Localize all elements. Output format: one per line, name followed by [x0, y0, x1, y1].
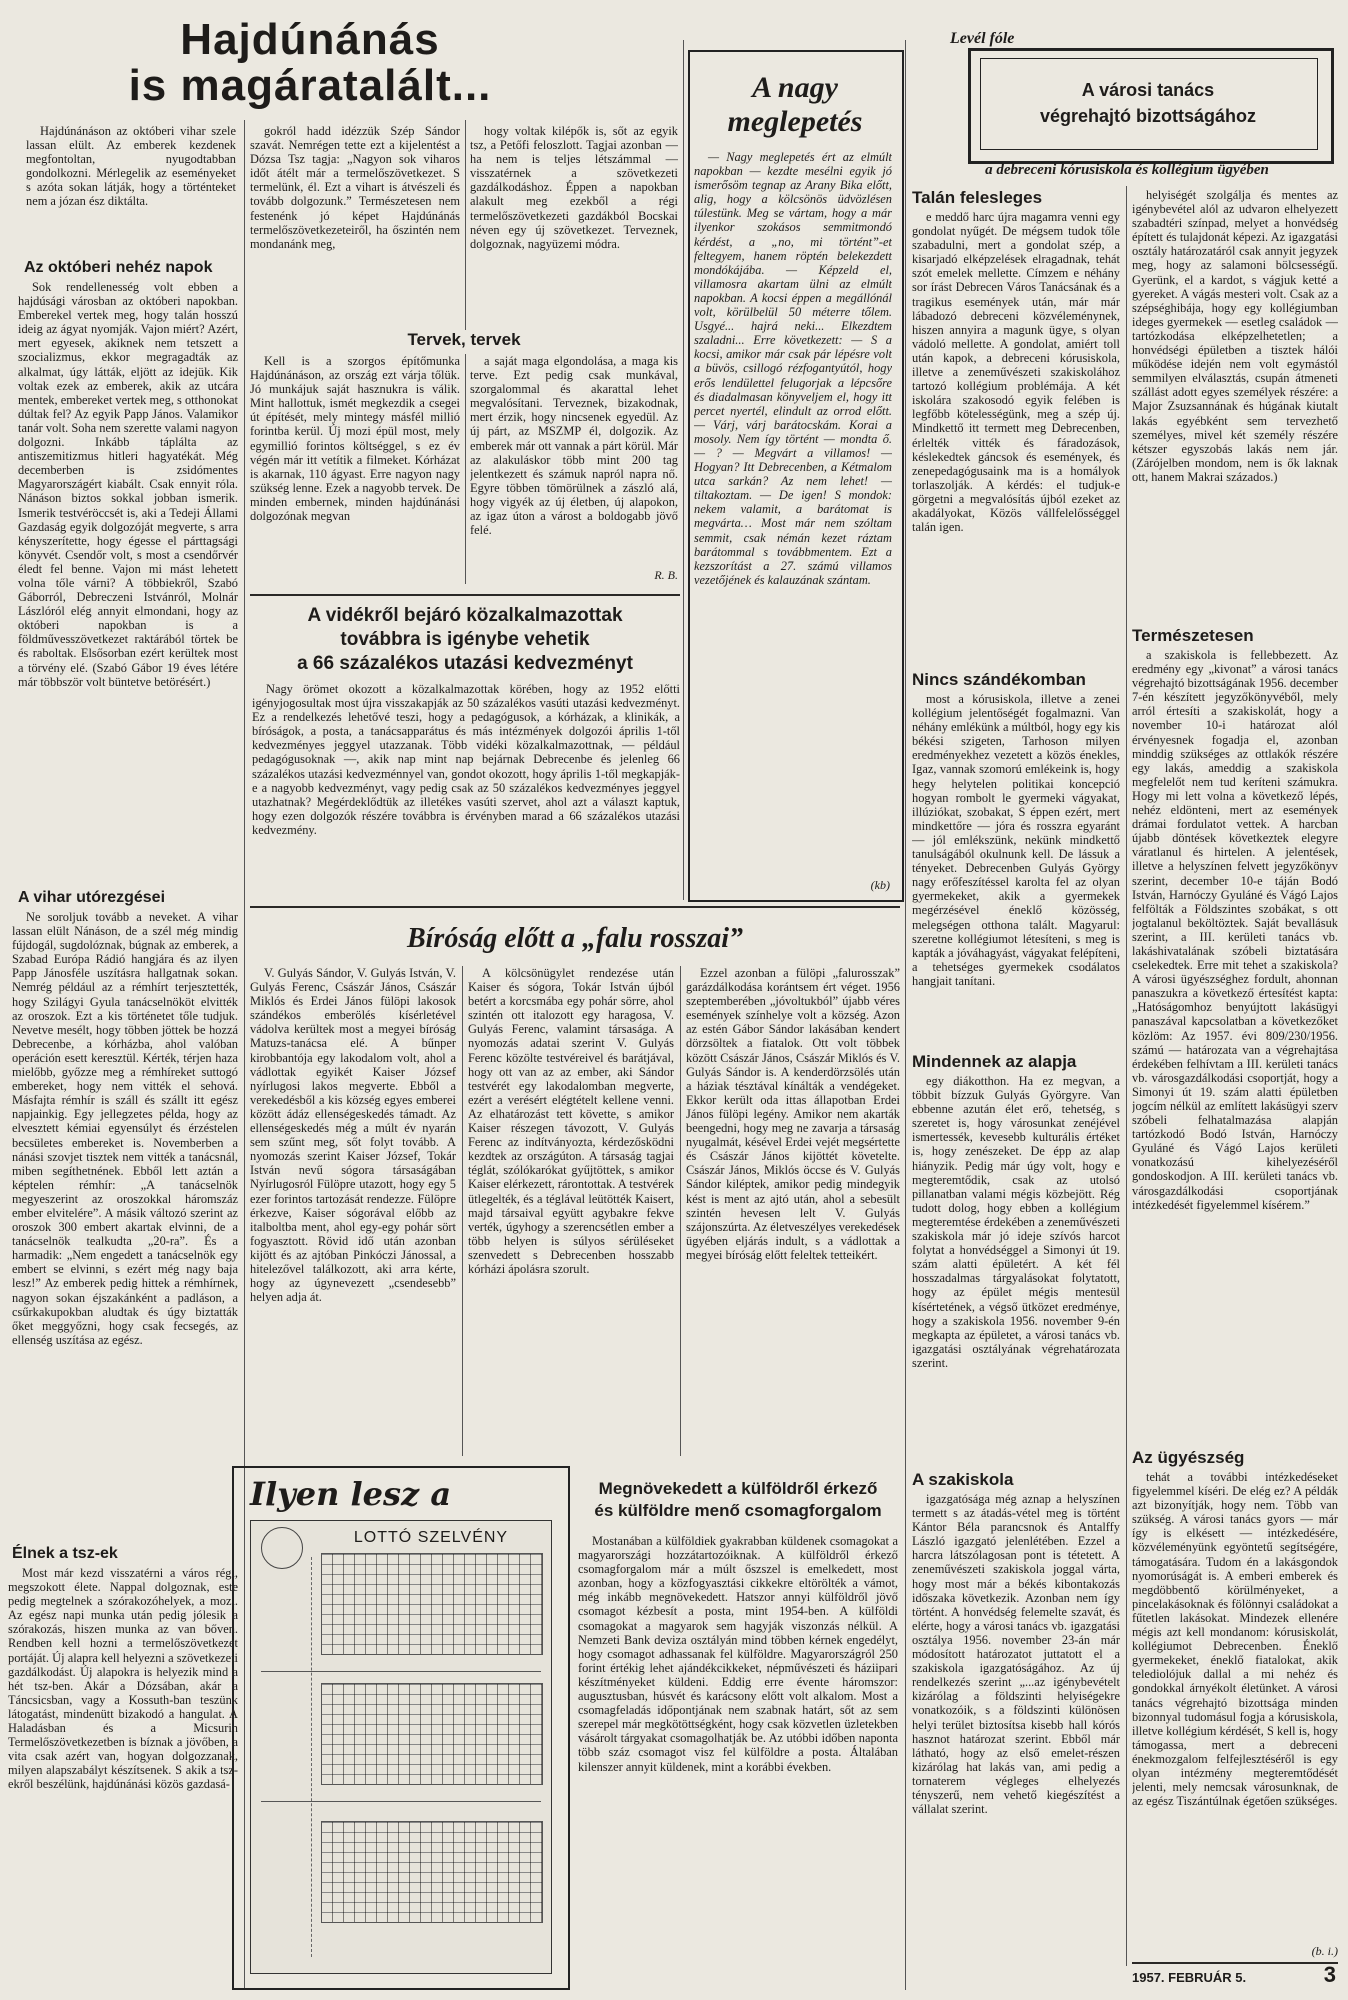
- varosi-subtitle: a debreceni kórusiskola és kollégium ügyében: [985, 162, 1269, 178]
- hajdu-subhead-oktober: Az októberi nehéz napok: [24, 259, 213, 276]
- tervek-col-right-text: a saját maga elgondolása, a maga kis terve. Ezt pedig csak munkával, szorgalommal és akarattal lehet megvalósítani. Terveznek, bizakodnak, mert érzik, hogy nincsenek egyedül. Az új párt, az MSZMP él, dolgozik. Az emberek már ott vannak a párt körül. Már az alakuláskor több mint 200 tag jelentkezett és számuk napról napra nő. Egyre többen tömörülnek a zászló alá, hogy vigyék az új életben, új alapokon, az igaz úton a várost a boldogabb jövő felé.: [470, 354, 678, 538]
- bejaro-title-line2: továbbra is igénybe vehetik: [340, 629, 590, 650]
- varosi-col1-section1-text: e meddő harc újra magamra venni egy gondolat nyűgét. De mégsem tudok tőle szabadulni, mert a gondolat szép, a kisarjadó elképzelések elragadnak, tehát szót emelek mellette. Címzem e néhány sor írást Debrecen Város Tanácsának és a tragikus események után, már már lábadozó debreceni közvéleménynek, hiszen annyira a magunk ügye, s olyan vádoló mellette. A gondolat, amiért toll után kapok, a debreceni kórusiskola, illetve a zeneművészeti szakiskolához tartozó kollégium problémája. A két iskolára szakosodó egyik felében is legfőbb kötelességünk, meg a szép új. Mindkettő itt termett meg Debrecenben, érlelték vitték és fáradozások, késlekedtek gáncsok és események, és zenepedagógusaink ma is a homályok torlaszolják. A kérdés: el tudjuk-e görgetni a megvalósítás újból ezeket az akadályokat, Közös vállfelelősséggel talán igen.: [912, 210, 1120, 535]
- varosi-kicker: Levél fóle: [950, 30, 1015, 47]
- hajdu-col1-section3: [8, 1566, 238, 1986]
- meglepetes-signature: (kb): [870, 878, 890, 892]
- varosi-col1-section2: [912, 692, 1120, 1044]
- varosi-signature: (b. i.): [1311, 1944, 1338, 1958]
- varosi-subhead-1: Talán felesleges: [912, 188, 1043, 207]
- lotto-coupon: [250, 1520, 552, 1974]
- hajdu-col2-text: gokról hadd idézzük Szép Sándor szavát. Nemrégen tette ezt a kijelentést a Dózsa Tsz tagja: „Nagyon sok viharos időt átélt már a termelőszövetkezet. S termelünk, él. Ezt a vihart is átvészeli és tovább dolgozunk.” Természetesen nem festenénk jó képet Hajdúnánás termelőszövetkezeteiről, ha őszintén nem mondanánk meg,: [250, 124, 460, 251]
- hajdu-col1-section2-text: Ne soroljuk tovább a neveket. A vihar lassan elült Nánáson, de a szél még mindig fújdogál, sugdolóznak, búgnak az emberek, a Szabad Európa Rádió hangjára és az ilyen Papp Jánosféle uszításra hallgatnak sokan. Nemrég például az a rémhírt terjesztették, hogy Szilágyi Gyula tanácselnököt elvitték az oroszok. Ezt a kis történetet tőle tudjuk. Nevetve mesélt, hogy többen jöttek be hozzá Debrecenbe, a kórházba, ahol valóban operáción esett keresztül. Kérték, térjen haza mielőbb, győzze meg a rémhíreket suttogó embereket, hogy nem vitték el sehová. Másfajta rémhír is száll és szállt itt egész napjainkig. Egy jellegzetes példa, hogy az elvesztett kémiai egyensúlyt és érzéstelen becsületes embereket is. Novemberben a nánási szovjet tisztek nem vitték a tanácsnál, miben segíthetnének. Ebből lett aztán a képtelen rémhír: „A tanácselnök megyeszerint az oroszokkal háromszáz ember elvitelére”. A másik változó szerint az oroszok 300 embert akartak elvinni, de a tanácselnök tealkudta „20-ra”. És a harmadik: „Nem engedett a tanácselnök egy embert se elvinni, s ezért még nagy baja lesz!” Az emberek pedig hittek a rémhírnek, nagyon sokan éjszakánként a padláson, a csűrkakupokban aludtak és úgy biztatták őket meggyőzni, hogy csak fecsegés, az ellenség uszítása az egész.: [12, 910, 238, 1347]
- varosi-subhead-3: Mindennek az alapja: [912, 1052, 1077, 1071]
- birosag-col-b: [468, 966, 674, 1456]
- birosag-col-a: [250, 966, 456, 1456]
- tervek-col-left: [250, 354, 460, 582]
- bejaro-top-rule: [250, 594, 680, 596]
- hajdu-title-line2: is magáratalált...: [128, 61, 492, 110]
- hajdu-col1-section2: [12, 910, 238, 1540]
- meglepetes-body-text: — Nagy meglepetés ért az elmúlt napokban — kezdte mesélni egyik jó ismerősöm tegnap az Arany Bika előtt, alig, hogy a kölcsönös üdvözlésen túlestünk. Meg se vártam, hogy a már ilyenkor szokásos semmitmondó kérdést, a „no, mi történt”-et feltegyem, hanem röptén belekezdett mondókájába. — Képzeld el, villamosra akartam ülni az elmúlt napokban. A kocsi éppen a megállónál volt, körülbelül 50 méterre tőlem. Usgyé... hajrá neki... Elkezdtem szaladni... Erre következett: — S a kocsi, amikor már csak pár lépésre volt a büvös, csillogó rézfogantyútól, hogy erős lendülettel felugorjak a lépcsőre és diadalmasan könyveljem el, hogy itt percet nyertél, elindult az orrod előtt. — Várj, várj barátocskám. Korai a mosoly. Nem így történt — mondta ő. — ? — Megvárt a villamos! — Hogyan? Itt Debrecenben, a Kétmalom utca sarkán? Az nem lehet! — tiltakoztam. — De igen! S mondok: nekem valamit, a barátomat is megvárta… Most már nem szóltam semmit, csak némán kezet ráztam barátommal s továbbmentem. Ezt a kezszorítást a 27. számú villamos vezetőjének és kalauzának szántam.: [694, 150, 892, 587]
- tervek-col-left-text: Kell is a szorgos építőmunka Hajdúnánáson, az ország ezt várja tőlük. Jó munkájuk saját hasznukra is válik. Mint hallottuk, ismét megkezdik a csegei út építését, mely mintegy másfél millió forintba kerül. Új mozi épül most, mely egymillió forintos költséggel, s ez év végén már itt vetítik a filmeket. Kórházat is akarnak, 110 ágyast. Erre nagyon nagy szükség lenne. Ezek a nagyobb tervek. De minden embernek, minden hajdúnánási dolgozónak megvan: [250, 354, 460, 524]
- footer-date: 1957. FEBRUÁR 5.: [1132, 1970, 1247, 1985]
- varosi-col2-section3: [1132, 1470, 1338, 1942]
- csomag-body-text: Mostanában a külföldiek gyakrabban küldenek csomagokat a magyarországi hozzátartozóiknak. A külföldről érkező csomagforgalom már a múlt őszszel is emelkedett, most azonban, hogy a közfogyasztási cikkekre eltörölték a vámot, még inkább megnövekedett. Hatszor annyi külföldről jövő csomagot kézbesít a posta, mint 1954-ben. A külföldi csomagokat a magyarok sem hagyják viszonzás nélkül. A Nemzeti Bank deviza osztályán mind többen kérnek engedélyt, hogy csomagot adhassanak fel külföldre. Magyarországról 250 forint értékig lehet ajándékcikkeket, népművészeti és háziipari készítményeket küldeni. Eddig erre évente háromszor: augusztusban, húsvét és karácsony előtt volt alkalom. Most a csomagfeladás időpontjának nem szabnak határt, sőt az sem szerepel már megkötöttségként, hogy csak közvetlen üzletekben vásárolt tárgyakat csomagolhatják be. Az utóbbi időben naponta több száz csomagot visz fel külföldre a posta. Általában kilenszer annyit küldenek, mint a korábbi években.: [578, 1534, 898, 1774]
- varosi-col1-section1: [912, 210, 1120, 664]
- lotto-number-grid-1: [321, 1553, 543, 1655]
- hajdu-title-line1: Hajdúnánás: [180, 15, 440, 64]
- meglepetes-title-line1: A nagy: [752, 71, 838, 104]
- varosi-title-line1: A városi tanács: [1081, 80, 1215, 100]
- varosi-col2-section2: [1132, 648, 1338, 1438]
- varosi-col2-section2-text: a szakiskola is fellebbezett. Az eredmény egy „kivonat” a városi tanács végrehajtó bizottságának 1956. december 7-én készített jegyzőkönyvéből, mely arról értesíti a szakiskolát, hogy a november 10-i határozat alól érvényesnek fogadja el, azonban minddig szükséges az ottlakók részére egy lakás, ameddig a szakiskola megfelelőt nem tud keríteni számukra. Hogy mi lett volna a következő lépés, nehéz eldönteni, mert az események drámai fordulatot vettek. A harcban újabb döntések következtek elegyre váratlanul és hirtelen. A jelentések, illetve a helyszínen felvett jegyzőkönyv szerint, december 10-e táján Bodó István, Harnóczy Gyuláné és Vágó Lajos felfölták a Földszintes szobákat, s ott jogtalanul beköltöztek. Saját bevallásuk szerint, a III. kerületi tanács vb. lakáshivatalának szóbeli biztatására cselekedtek. Erre mit tehet a szakiskola? A városi ügyészséghez fordult, ahonnan panaszukra a következő értesítést kapta: „Hatóságomhoz benyújtott lakásügyi panaszával kapcsolatban a következőket közlöm: Az 1957. évi 809/230/1956. számú — határozata van a végrehajtása érdekében felhívtam a III. kerületi tanács vb. városgazdálkodási csoportját, hogy a Simonyi út 19. szám alatti épületben jogcím nélkül az említett lakásügyi szerv szóbeli felhatalmazása alapján tartózkodó Bodó István, Harnóczy Gyuláné és Vágó Lajos kerületi vonatkozású kihelyezéséről gondoskodjon. A III. kerületi tanács vb. városgazdálkodási csoportjának intézkedését figyelemmel kísérem.”: [1132, 648, 1338, 1212]
- lotto-number-grid-2: [321, 1683, 543, 1785]
- hajdu-col1-section1-text: Sok rendellenesség volt ebben a hajdúsági városban az októberi napokban. Emberekel vertek meg, hogy talán hosszú ideig az ágyat nyomják. Vajon miért? Azért, mert egyesek, akiknek nem tetszett a szocializmus, ekkor megragadták az alkalmat, úgy látták, eljött az idejük. Kik voltak ezek az emberek, akik az utcára mentek, embereket vertek meg, s otthonokat dúltak fel? Az egyik Papp János. Valamikor tanár volt. Soha nem szerette valami nagyon dolgozni. Inkább táplálta az antiszemitizmus hitleri hagyatékát. Még decemberben is zsidómentes Magyarországért kiabált. Csak ennyit róla. Nánáson biztos sokkal jobban ismerik. Ismerik testvéröccsét is, aki a Tedeji Állami Gazdaság egyik dolgozóját megverte, s arra kényszerítette, hogy égesse el párttagsági könyvét. Csendőr volt, s most a csendőrvér éledt fel benne. Vajon mi mást lehetett volna tőle várni? A többiekről, Szabó Gáborról, Debreczeni Istvánról, Molnár Lászlóról elég annyit elmondani, hogy az októberi napokban is a földművesszövetkezet raktárából törtek be és raboltak. Elsősorban ezért kerültek most a törvény elé. (Szabó Gábor 19 éves létére már többször volt büntetve betörésért.): [18, 280, 238, 689]
- csomag-title-line2: és külföldre menő csomagforgalom: [594, 1501, 882, 1520]
- varosi-col1-section3-text: egy diákotthon. Ha ez megvan, a többit bízzuk Gulyás Györgyre. Van ebbenne azután élet erő, tehetség, s szeretet is, hogy városunkat zenéjével ismertessék, kevesebb kulturális értéket is, hogy zenészeket. De épp az alap hiányzik. Pedig már úgy volt, hogy e megteremtődik, csak az utolsó pillanatban valami mégis közbejött. Rég tudott dolog, hogy ebben a kollégium megteremtése érdekében a zeneművészeti szakiskola már jó ideje szívós harcot folytat a honvédséggel a Simonyi út 19. szám alatti épületért. A két fél hosszadalmas tárgyalásokat folytatott, hogy az épület mégis mentesül kísértetének, a végső ütközet eredménye, hogy a szakiskola 1956. november 9-én megkapta az épületet, a városi tanács vb. igazgatási osztályának végrehatározata szerint.: [912, 1074, 1120, 1370]
- varosi-subhead-4: A szakiskola: [912, 1470, 1014, 1489]
- hajdu-subhead-tsz: Élnek a tsz-ek: [12, 1545, 118, 1562]
- birosag-col-c-text: Ezzel azonban a fülöpi „falurosszak” garázdálkodása korántsem ért véget. 1956 szeptemberében „jóvoltukból” újabb véres események színhelye volt a község. Azon az estén Gábor Sándor lakásában kendert dörzsöltek a fiatalok. Ott volt többek között Császár János, Császár Miklós és V. Gulyás Sándor is. A kenderdörzsölés után a háziak tésztával kínálták a vendégeket. Ekkor került oda ittas állapotban Erdei János fülöpi legény. Amikor nem akarták beengedni, hogy meg ne zavarja a társaság nyugalmát, késével Erdei vejét megsértette és Császár János kijöttét követelte. Császár János, Miklós öccse és V. Gulyás Sándor kiléptek, amikor pedig mindegyik kést is ment az ajtó után, ahol a sebesült szintén hevesen lelt V. Gulyás szájonszúrta. Az életveszélyes verekedések ügyében eljárás indult, s a vádlottak a megyei bíróság előtt feleltek tetteikért.: [686, 966, 900, 1262]
- tervek-signature: R. B.: [654, 568, 678, 582]
- column-divider-8: [1126, 186, 1127, 1966]
- column-divider-3: [465, 354, 466, 584]
- tervek-heading: Tervek, tervek: [407, 330, 521, 349]
- birosag-title: Bíróság előtt a „falu rosszai”: [406, 923, 744, 954]
- bejaro-body-text: Nagy örömet okozott a közalkalmazottak körében, hogy az 1952 előtti igényjogosultak most újra visszakapják az 50 százalékos vasúti utazási kedvezményt. Ez a rendelkezés lehetővé teszi, hogy a pedagógusok, a kórházak, a klinikák, a bíróságok, a posta, a tanácsapparátus és más intézmények dolgozói április 1-től kedvezményes jeggyel utazzanak. Több vidéki közalkalmazottnak, — például pedagógusoknak —, akik nap mint nap bejárnak Debrecenbe és jelenleg 66 százalékos utazási kedvezménnyel van, gondot okozott, hogy április 1-től megkapják-e a nagyobb kedvezményt, vagy pedig csak az 50 százalékos kedvezményes jeggyel utazhatnak? Megérdeklődtük az illetékes vasúti szervet, ahol azt a választ kaptuk, hogy ezen dolgozók részére továbbra is érvényben marad a 66 százalékos utazási kedvezmény.: [252, 682, 680, 837]
- varosi-title-line2: végrehajtó bizottságához: [1039, 106, 1257, 126]
- varosi-col1-section3: [912, 1074, 1120, 1464]
- birosag-col-c: [686, 966, 900, 1456]
- hajdu-intro-text: Hajdúnánáson az októberi vihar szele lassan elült. Az emberek kezdenek megfontoltan, nyugodtabban gondolkozni. Mérlegelik az eseményeket s azóta sokan látják, hogy a történteket nem a józan ész diktálta.: [26, 124, 236, 209]
- hajdu-col3-text: hogy voltak kilépők is, sőt az egyik tsz, a Petőfi feloszlott. Tagjai azonban — ha nem is teljes létszámmal — visszatérnek a szövetkezeti gazdálkodáshoz. Éppen a napokban alakult meg ezekből a régi termelőszövetkezeti gazdákból Bocskai néven egy új szövetkezet. Terveznek, dolgoznak, nagyüzemi módra.: [470, 124, 678, 251]
- lotto-number-grid-3: [321, 1821, 543, 1923]
- column-divider-6: [680, 966, 681, 1456]
- varosi-col1-section4: [912, 1492, 1120, 1986]
- birosag-col-a-text: V. Gulyás Sándor, V. Gulyás István, V. Gulyás Ferenc, Császár János, Császár Miklós és Erdei János fülöpi lakosok szándékos emberölés kísérletével vádolva kerültek most a megyei bíróság Matuzs-tanácsa elé. A bűnper kirobbantója egy lakodalom volt, ahol a vádlottak egyikét Kaiser József nyírlugosi lakos megverte. Ebből a verekedésből a kis község egyes emberei között ádáz ellenségeskedés támadt. Az ellenségeskedés még a múlt év nyarán sem szűnt meg, sőt folyt tovább. A nyomozás szerint Kaiser József, Tokár István nevű sógora társaságában Nyírlugosról Fülöpre utazott, hogy egy 5 ezer forintos tartozását rendezze. Fülöpre érkezve, Kaiser sógorával előbb az italboltba ment, ahol egy-egy pohár sört fogyasztott. Rövid idő után azonban kijött és az ajtóban Pinkóczi Jánossal, a hitelezővel találkozott, aki arra kérte, hogy az úgynevezett „csendesebb” helyen adja át.: [250, 966, 456, 1305]
- lotto-title: Ilyen lesz a: [250, 1475, 452, 1513]
- bejaro-title-line1: A vidékről bejáró közalkalmazottak: [307, 605, 623, 626]
- lotto-coupon-heading: LOTTÓ SZELVÉNY: [353, 1529, 509, 1546]
- column-divider-7: [905, 40, 906, 1990]
- hajdu-col3: [470, 124, 678, 324]
- varosi-col1-section4-text: igazgatósága még aznap a helyszínen termett s az átadás-vétel meg is történt Kántor Béla parancsnok és Antalffy László igazgató jelenlétében. Ezzel a harcra látszólagosan pont is tétetett. A zeneművészeti szakiskola joggal várta, hogy most már a békés kibontakozás időszaka következik. Azonban nem így történt. A honvédség felemelte szavát, és elérte, hogy a városi tanács vb. igazgatási osztálya 1956. november 23-án már módosított határozatot juttatott el a szakiskola igazgatóságához. Az új rendelkezés szerint „...az igénybevételt kizárólag a földszinti helyiségekre vonatkozóik, s a földszinti különösen helyi terület biztosítsa kisebb hall kórós hasznot határozat szerint. Ebből már látható, hogy az első emelet-részen kizárólag hat lakás van, ami pedig a tornaterem végleges elhelyezés tényszerű, nem vehető kiegészítést a vállalat szerint.: [912, 1492, 1120, 1817]
- csomag-body: [578, 1534, 898, 1986]
- csomag-title-line1: Megnövekedett a külföldről érkező: [598, 1479, 878, 1498]
- birosag-col-b-text: A kölcsönügylet rendezése után Kaiser és sógora, Tokár István újból betért a korcsmába egy pohár sörre, ahol szintén ott italozott egy haragosa, V. Gulyás Ferenc, valamint társasága. A nyomozás adatai szerint V. Gulyás Ferenc közölte testvéreivel és barátjával, hogy ott van az az ember, aki Sándor testvérét egy lakodalomban megverte, ezért a verésért elégtételt kellene venni. Az elhatározást tett követte, s amikor Kaiser részegen távozott, V. Gulyás Ferenc az indítványozta, kérdezősködni kezdtek az országúton. A társaság tagjai téglát, szólókarókat gyűjtöttek, s amikor Kaiser elérkezett, rárontottak. A testvérek ütlegelték, és a téglával leütötték Kaisert, majd társaival együtt agybakre fekve verték, úgyhogy a szerencsétlen ember a több helyen is súlyos sérüléseket szenvedett s Debrecenben hosszabb kórházi ápolásra szorult.: [468, 966, 674, 1276]
- birosag-top-rule: [250, 906, 900, 908]
- bejaro-body: [252, 682, 680, 900]
- page-number: 3: [1323, 1962, 1336, 1987]
- hajdu-col1-section3-text: Most már kezd visszatérni a város régi, megszokott élete. Nappal dolgoznak, este pedig megtelnek a szórakozóhelyek, a mozi. Az egész napi munka után pedig jólesik a szórakozás, hiszen munka az van bőven. Rendben kell hozni a termelőszövetkezet portáját. Új alapra kell helyezni a szövetkezeti gazdálkodást. Új alapokra is helyezik mind a hét tsz-ben. Akár a Dózsában, akár a Táncsicsban, vagy a Kossuth-ban teszünk látogatást, mindenütt bizakodó a hangulat. A Haladásban és a Micsurin Termelőszövetkezetben is bíznak a jövőben, a vita csak azért van, hogyan dolgozzanak, milyen alapszabályt készítsenek. S akik a tsz-ekről beszélünk, hajdúnánási közös gazdasá-: [8, 1566, 238, 1792]
- column-divider-4: [683, 40, 684, 900]
- varosi-col1-section2-text: most a kórusiskola, illetve a zenei kollégium jelentőségét fogalmazni. Van néhány emlékünk a múltból, hogy egy kis békési szigeten, Tarhoson milyen eredményekhez vezetett a közös énekles, Igaz, vannak szomorú emlékeink is, hogy hegy helytelen politikai koncepció hogyan rombolt le gyermeki vágyakat, illúziókat, szobakat, S éppen ezért, mert mindkettőre — jóra és rosszra egyaránt — jól emlékszünk, nekünk mindkettő tanulságából okulnunk kell. De lássuk a tényeket. Debrecenben Gulyás György nagy erőfeszítéssel karolta fel az olyan gyermekeket, akik a gyermekek megérzésével éneklő közösség, melegségen otthona talált. Magyarul: szeretne kollégiumot létesíteni, s meg is kapták a jóváhagyást, vágyakat felépíteni, a tehetséges gyermekek csodálatos hangjait tanítani.: [912, 692, 1120, 988]
- bejaro-title-line3: a 66 százalékos utazási kedvezményt: [297, 653, 633, 674]
- hajdu-intro: [26, 124, 236, 256]
- hajdu-col2: [250, 124, 460, 324]
- meglepetes-body: [694, 150, 892, 876]
- varosi-subhead-2: Nincs szándékomban: [912, 670, 1086, 689]
- column-divider-2: [465, 120, 466, 330]
- varosi-subhead-6: Az ügyészség: [1132, 1448, 1245, 1467]
- tervek-col-right: [470, 354, 678, 568]
- hajdu-subhead-vihar: A vihar utórezgései: [18, 889, 166, 906]
- column-divider-5: [462, 966, 463, 1456]
- varosi-col2-section1: [1132, 188, 1338, 622]
- lotto-stub: [265, 1557, 312, 1957]
- hajdu-col1-section1: [18, 280, 238, 884]
- varosi-col2-section1-text: helyiségét szolgálja és mentes az igénybevétel alól az udvaron elhelyezett szabadtéri színpad, melyet a honvédség épített és tulajdonát képezi. Az igazgatási osztály határozatáról csak annyit jegyzek meg, hogy az salamoni bölcsességű. Gyerünk, el a kardot, s vágjuk ketté a gyereket. A vágás mesteri volt. Csak az a szépséghibája, hogy egy kollégiumban ideges gyermekek — esetleg családok — tartózkodása elképzelhetetlen; a honvédségi épületben a tisztek hálói működése idején nem volt egymástól semmilyen elválasztás, csupán átmeneti szállást adott egyes személyek részére: a Major Zsuzsannának és húgának kiutalt lakás egyébként sem tervezhető személyes, mivel két személy részére kétszer egyszobás lakás nem jár. (Zárójelben mondom, nem is ők laknak ott, hanem Makrai százados.): [1132, 188, 1338, 484]
- varosi-subhead-5: Természetesen: [1132, 626, 1254, 645]
- varosi-col2-section3-text: tehát a további intézkedéseket figyelemmel kíséri. De elég ez? A példák azt bizonyítják, hogy nem. Több van szükség. A városi tanács gyors — már így is elkésett — intézkedésére, közvéleményünk egyöntetű segítségére, támogatására. Tudom én a lakásgondok nyomorúságát is. A emberi emberek és megdöbbentő körülményeket, a pincelakásoknak és fölönnyi családokat a fűtetlen lakásokat. Mindezek ellenére mégis azt kell mondanom: kórusiskolát, kollégiumot Debrecenben. Éneklő gyermekeket, éneklő fiatalokat, akik telediolójuk dallal a mi nehéz és gondokkal árnyékolt életünket. A városi tanács végrehajtó bizottsága minden bizonnyal tudomásul fogja a kórusiskola, illetve kollégium kérdését, S kell is, hogy támogassa, mert a debreceni énekmozgalom felfejlesztéséről is egy olyan intézmény megteremtődését jelenti, mely nemcsak városunknak, de az egész Tiszántúlnak égetően szükséges.: [1132, 1470, 1338, 1809]
- meglepetes-title-line2: meglepetés: [727, 105, 863, 138]
